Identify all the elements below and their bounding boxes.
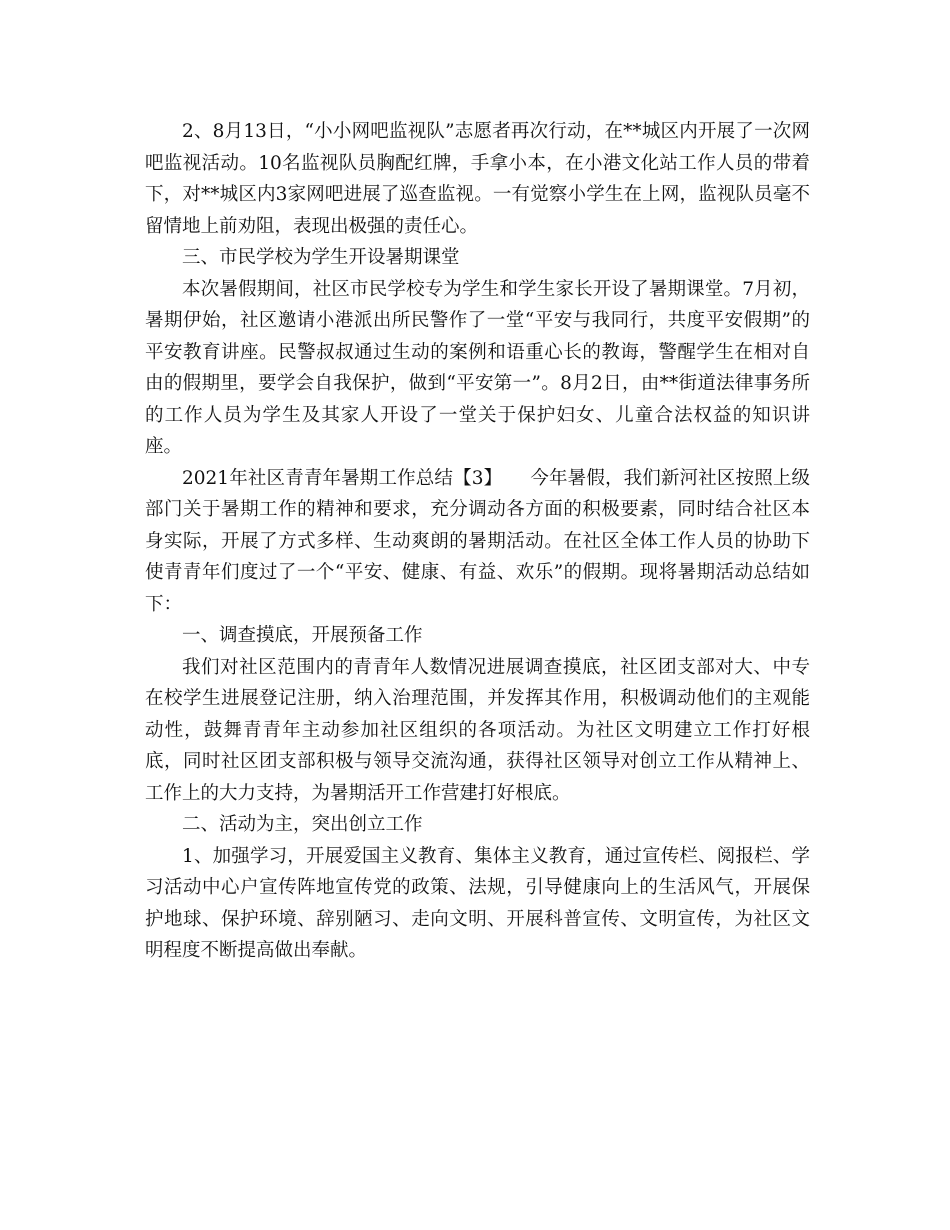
section-heading-survey: 一、调查摸底，开展预备工作 [182, 625, 423, 646]
paragraph-summer-class: 本次暑假期间，社区市民学校专为学生和学生家长开设了暑期课堂。7月初，暑期伊始，社区邀请小港派出所民警作了一堂“平安与我同行，共度平安假期”的平安教育讲座。民警叔叔通过生动的案例和语重心长的教诲，警醒学生在相对自由的假期里，要学会自我保护，做到“平安第一”。8月2日，由**街道法律事务所的工作人员为学生及其家人开设了一堂关于保护妇女、儿童合法权益的知识讲座。 [145, 278, 810, 457]
paragraph-volunteer-patrol: 2、8月13日，“小小网吧监视队”志愿者再次行动，在**城区内开展了一次网吧监视活动。10名监视队员胸配红牌，手拿小本，在小港文化站工作人员的带着下，对**城区内3家网吧进展了巡查监视。一有觉察小学生在上网，监视队员毫不留情地上前劝阻，表现出极强的责任心。 [145, 121, 810, 237]
paragraph-study: 1、加强学习，开展爱国主义教育、集体主义教育，通过宣传栏、阅报栏、学习活动中心户宣传阵地宣传党的政策、法规，引导健康向上的生活风气，开展保护地球、保护环境、辞别陋习、走向文明、开展科普宣传、文明宣传，为社区文明程度不断提高做出奉献。 [145, 845, 810, 961]
paragraph-summary-intro: 2021年社区青青年暑期工作总结【3】 今年暑假，我们新河社区按照上级部门关于暑期工作的精神和要求，充分调动各方面的积极要素，同时结合社区本身实际，开展了方式多样、生动爽朗的暑期活动。在社区全体工作人员的协助下使青青年们度过了一个“平安、健康、有益、欢乐”的假期。现将暑期活动总结如下： [145, 467, 810, 615]
section-heading-summer-class: 三、市民学校为学生开设暑期课堂 [182, 247, 460, 268]
section-heading-activities: 二、活动为主，突出创立工作 [182, 814, 423, 835]
document-body [145, 116, 810, 967]
paragraph-survey: 我们对社区范围内的青青年人数情况进展调查摸底，社区团支部对大、中专在校学生进展登记注册，纳入治理范围，并发挥其作用，积极调动他们的主观能动性，鼓舞青青年主动参加社区组织的各项活动。为社区文明建立工作打好根底，同时社区团支部积极与领导交流沟通，获得社区领导对创立工作从精神上、工作上的大力支持，为暑期活开工作营建打好根底。 [145, 656, 810, 804]
